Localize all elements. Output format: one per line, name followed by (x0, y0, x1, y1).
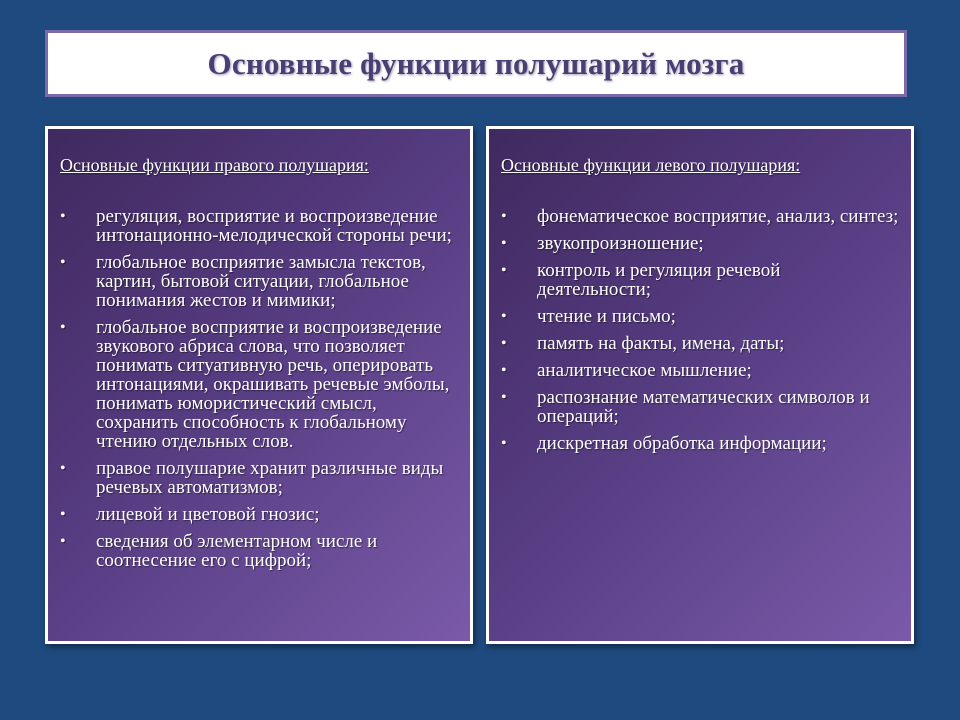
list-item (501, 434, 899, 453)
bullet-icon: • (501, 235, 507, 252)
list-item-text: правое полушарие хранит различные виды речевых автоматизмов; (96, 458, 444, 498)
list-item-text: глобальное восприятие и воспроизведение звукового абриса слова, что позволяет понимать ситуативную речь, оперировать интонациями, окрашивать речевые эмболы, понимать юмористический смысл, сохранить способность к глобальному чтению отдельных слов. (96, 317, 450, 452)
left-hemisphere-heading: Основные функции левого полушария: (501, 155, 801, 175)
right-hemisphere-list (60, 207, 458, 570)
bullet-icon: • (501, 262, 507, 279)
bullet-icon: • (60, 533, 66, 550)
list-item (60, 318, 458, 451)
list-item-text: дискретная обработка информации; (537, 433, 827, 454)
left-hemisphere-list (501, 207, 899, 453)
list-item-text: аналитическое мышление; (537, 360, 752, 381)
list-item-text: распознание математических символов и операций; (537, 387, 870, 427)
bullet-icon: • (501, 335, 507, 352)
list-item-text: чтение и письмо; (537, 306, 676, 327)
list-item (60, 253, 458, 310)
page-title: Основные функции полушарий мозга (207, 45, 745, 81)
bullet-icon: • (60, 460, 66, 477)
list-item-text: память на факты, имена, даты; (537, 333, 785, 354)
list-item-text: контроль и регуляция речевой деятельности; (537, 260, 781, 300)
list-item-text: регуляция, восприятие и воспроизведение интонационно-мелодической стороны речи; (96, 206, 452, 246)
list-item (501, 307, 899, 326)
list-item (60, 505, 458, 524)
left-hemisphere-panel (486, 126, 914, 644)
list-item (60, 459, 458, 497)
list-item (501, 234, 899, 253)
list-item (501, 207, 899, 226)
list-item-text: фонематическое восприятие, анализ, синтез; (537, 206, 899, 227)
list-item-text: лицевой и цветовой гнозис; (96, 504, 320, 525)
bullet-icon: • (501, 389, 507, 406)
list-item-text: звукопроизношение; (537, 233, 704, 254)
list-item-text: сведения об элементарном числе и соотнесение его с цифрой; (96, 531, 378, 571)
list-item (501, 261, 899, 299)
bullet-icon: • (60, 208, 66, 225)
bullet-icon: • (60, 254, 66, 271)
bullet-icon: • (501, 362, 507, 379)
list-item (60, 532, 458, 570)
list-item (501, 334, 899, 353)
title-box (45, 30, 907, 97)
bullet-icon: • (501, 435, 507, 452)
list-item-text: глобальное восприятие замысла текстов, картин, бытовой ситуации, глобальное понимания жестов и мимики; (96, 252, 426, 311)
right-hemisphere-heading: Основные функции правого полушария: (60, 155, 369, 175)
bullet-icon: • (501, 208, 507, 225)
list-item (501, 361, 899, 380)
bullet-icon: • (60, 506, 66, 523)
right-hemisphere-panel (45, 126, 473, 644)
bullet-icon: • (60, 319, 66, 336)
list-item (501, 388, 899, 426)
list-item (60, 207, 458, 245)
bullet-icon: • (501, 308, 507, 325)
